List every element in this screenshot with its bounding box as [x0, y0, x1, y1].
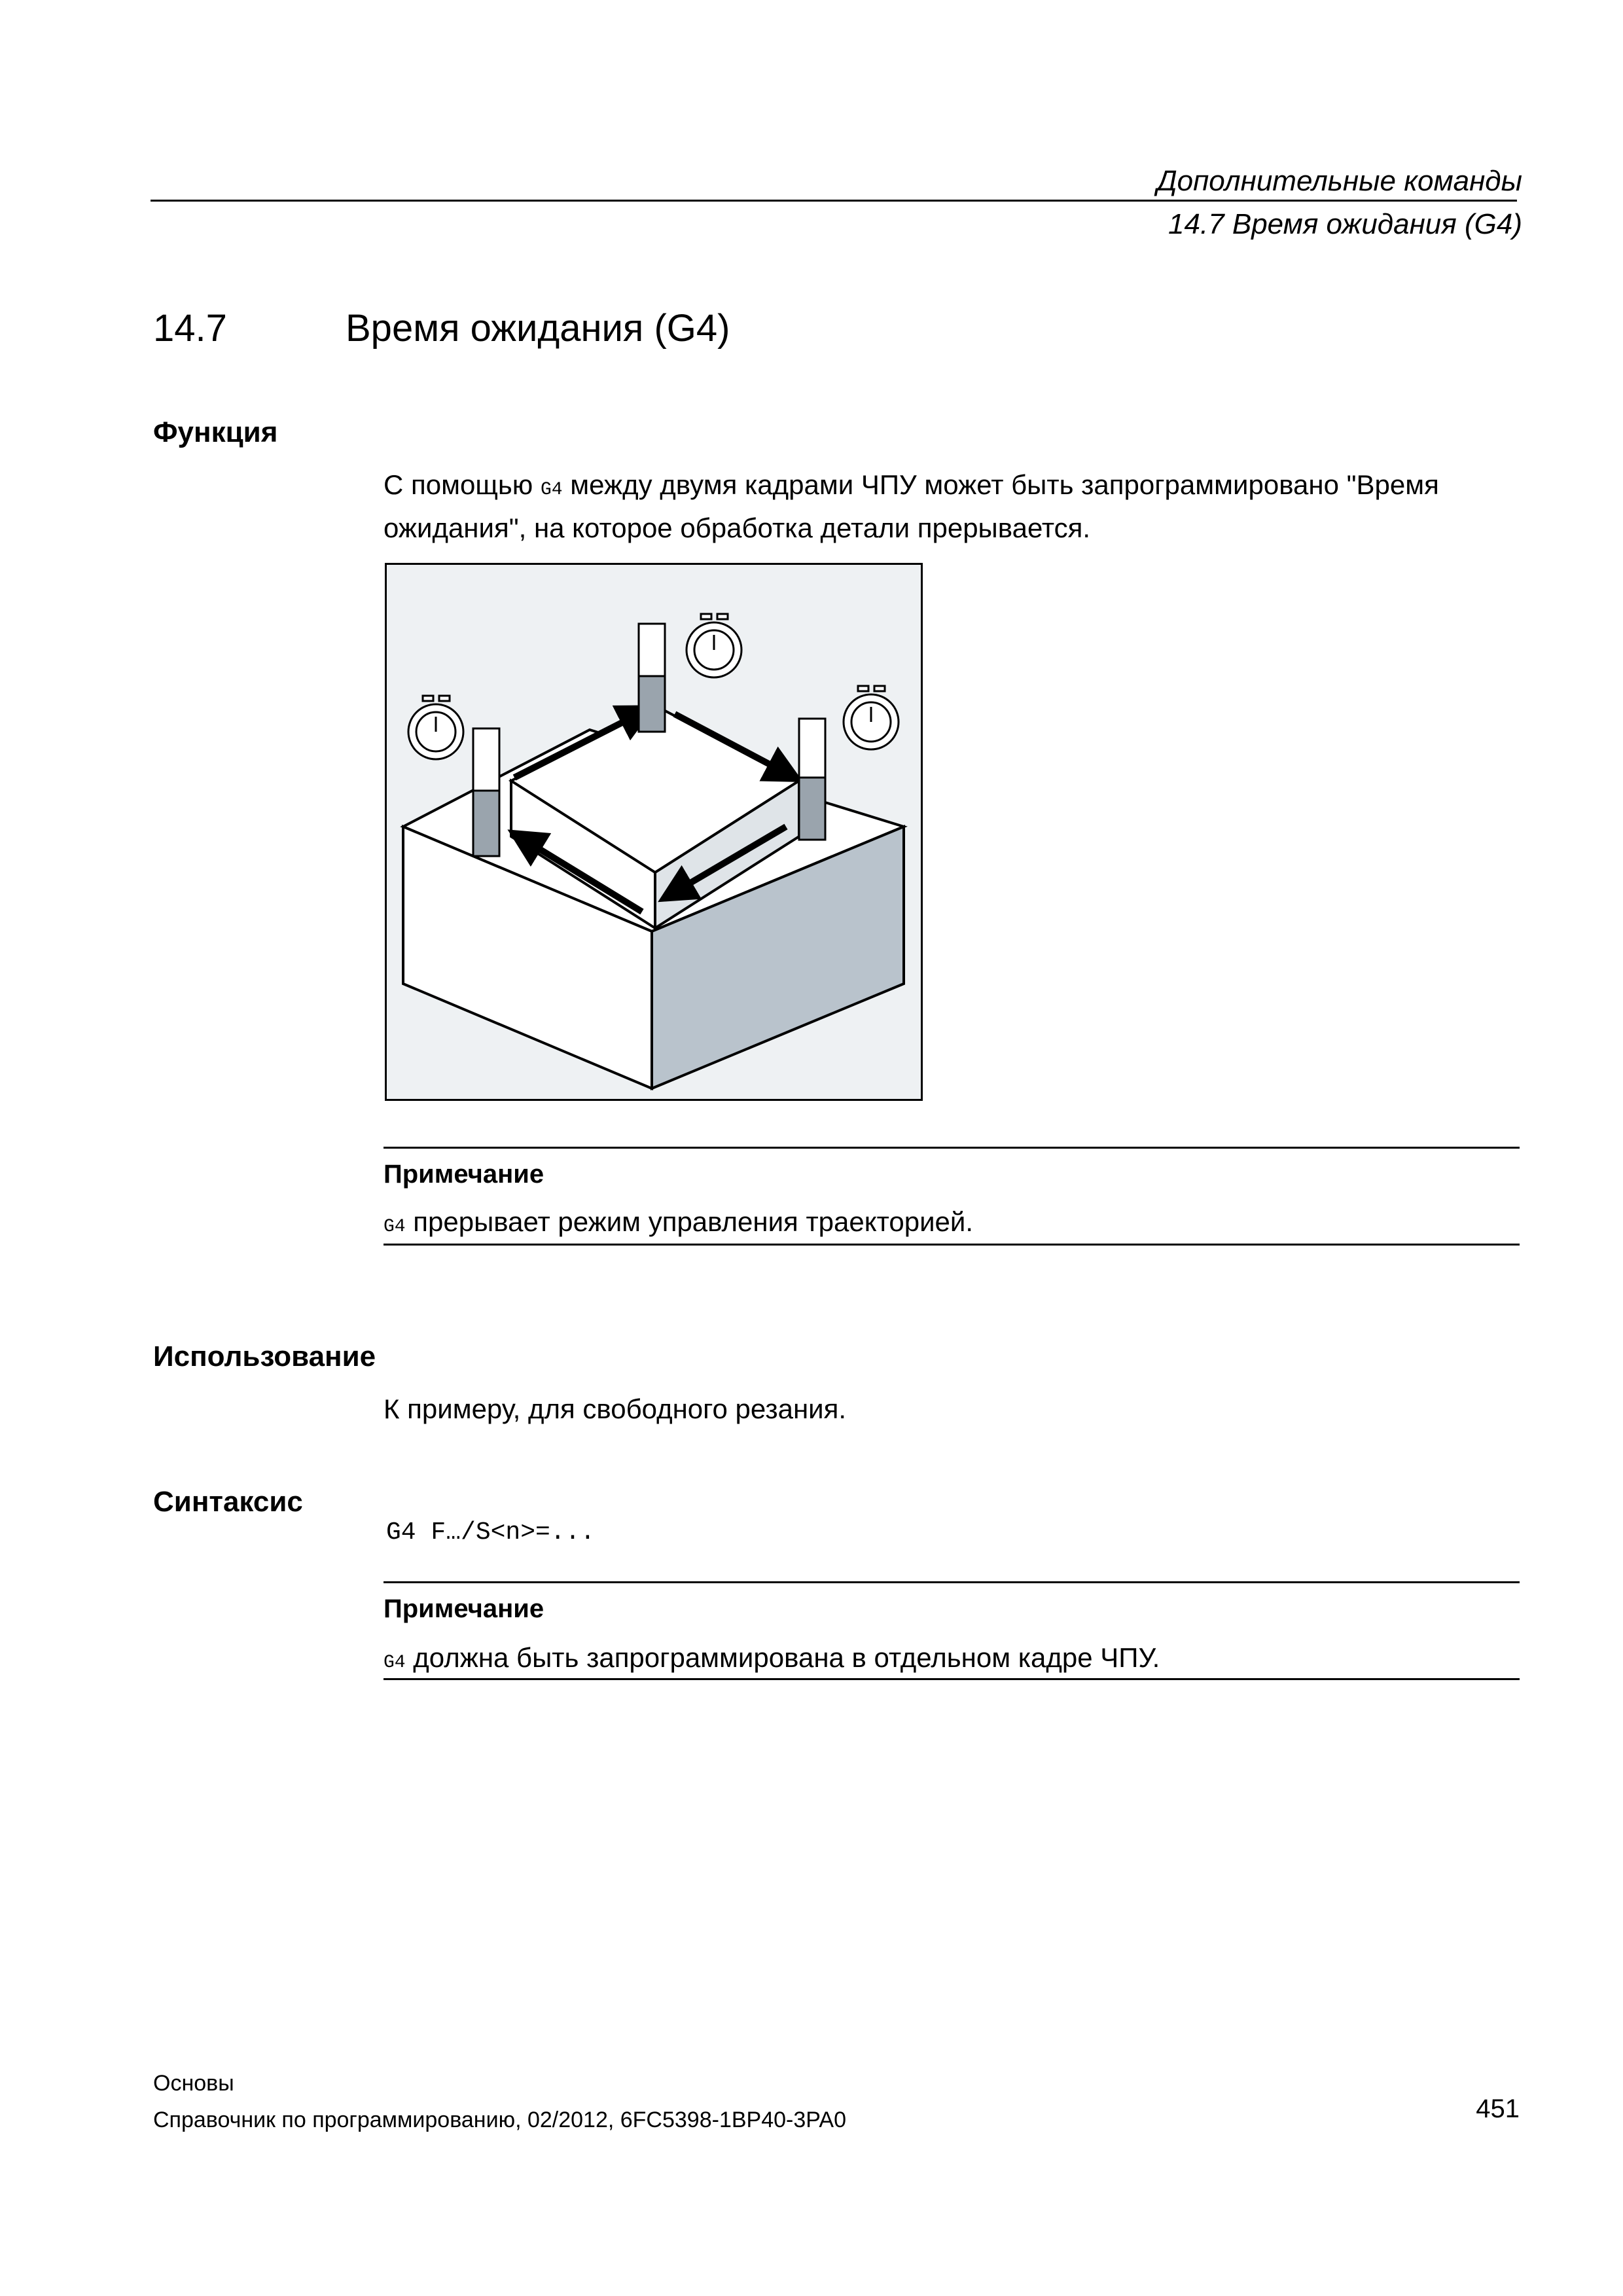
note1-text: прерывает режим управления траекторией.: [405, 1206, 974, 1237]
syntax-heading: Синтаксис: [153, 1486, 303, 1518]
function-text-before: С помощью: [383, 469, 541, 500]
usage-heading: Использование: [153, 1340, 376, 1372]
footer-line1: Основы: [153, 2071, 234, 2096]
note1-paragraph: [383, 1203, 1522, 1246]
note2-code: G4: [383, 1653, 406, 1673]
running-header-section: 14.7 Время ожидания (G4): [1168, 208, 1522, 240]
header-rule: [151, 200, 1517, 202]
note2-text: должна быть запрограммирована в отдельном кадре ЧПУ.: [405, 1642, 1160, 1673]
section-number: 14.7: [153, 307, 227, 350]
syntax-code: G4 F…/S<n>=...: [386, 1518, 596, 1547]
note1-bottom-rule: [383, 1244, 1520, 1246]
function-code: G4: [540, 480, 563, 500]
function-text-after: между двумя кадрами ЧПУ может быть запрограммировано "Время ожидания", на которое обработка детали прерывается.: [383, 469, 1439, 543]
footer-line2: Справочник по программированию, 02/2012, 6FC5398-1BP40-3PA0: [153, 2108, 846, 2132]
note2-bottom-rule: [383, 1678, 1520, 1680]
note2-top-rule: [383, 1581, 1520, 1583]
dwell-figure-svg: [387, 565, 921, 1099]
note2-label: Примечание: [383, 1594, 544, 1623]
running-header-chapter: Дополнительные команды: [1156, 165, 1522, 197]
note1-code: G4: [383, 1217, 406, 1237]
page-number: 451: [1476, 2094, 1520, 2123]
function-paragraph: [383, 466, 1522, 547]
note2-paragraph: [383, 1639, 1522, 1682]
note1-label: Примечание: [383, 1160, 544, 1189]
note1-top-rule: [383, 1147, 1520, 1149]
function-heading: Функция: [153, 416, 278, 448]
usage-text: К примеру, для свободного резания.: [383, 1393, 847, 1424]
section-title: Время ожидания (G4): [346, 307, 730, 350]
dwell-time-figure: [385, 563, 923, 1101]
